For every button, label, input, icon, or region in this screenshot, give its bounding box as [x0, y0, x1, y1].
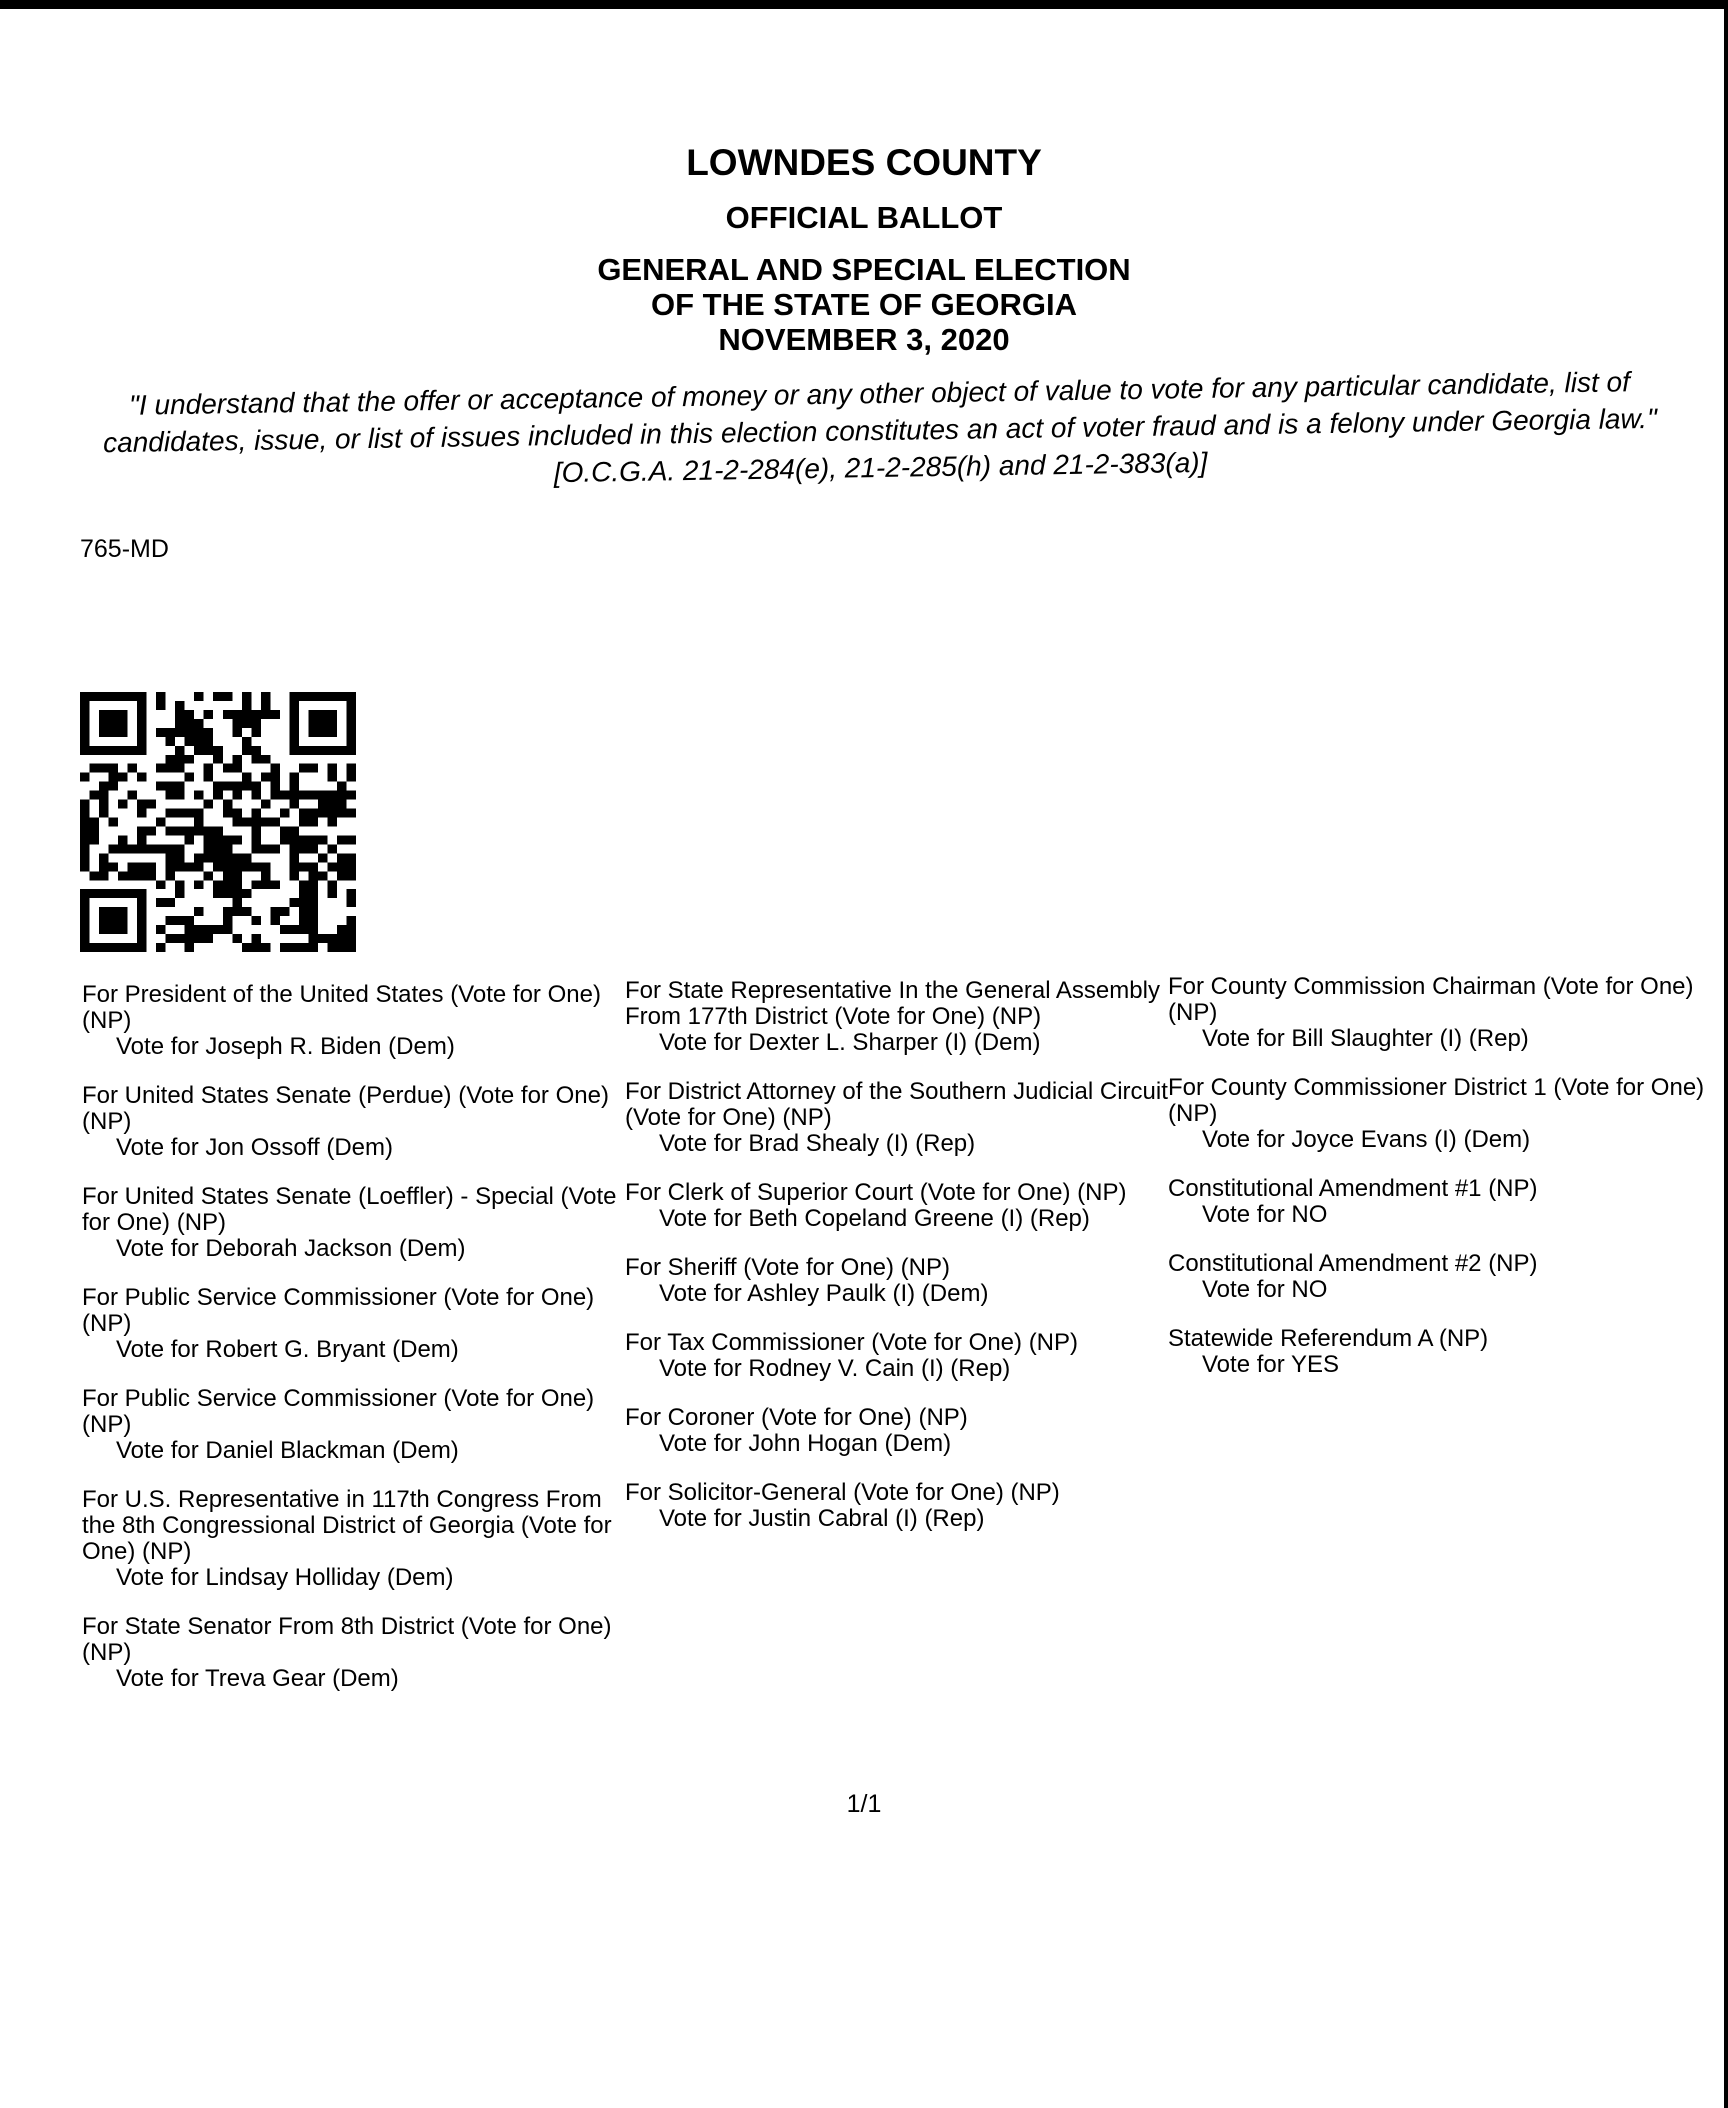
contest-title: For U.S. Representative in 117th Congress From the 8th Congressional District of Georgia (Vote for One) (NP) [82, 1486, 612, 1565]
contest-title: For Tax Commissioner (Vote for One) (NP) [625, 1329, 1079, 1356]
contest-column-1 [82, 982, 627, 1715]
contest-title: Constitutional Amendment #2 (NP) [1168, 1250, 1538, 1277]
contest-block [625, 1405, 1170, 1457]
contest-column-3 [1168, 974, 1713, 1401]
contest-block [82, 1285, 627, 1363]
qr-code [80, 692, 356, 952]
election-date: NOVEMBER 3, 2020 [718, 322, 1010, 357]
vote-selection: Vote for Bill Slaughter (I) (Rep) [1202, 1025, 1529, 1052]
contest-block [1168, 1251, 1713, 1303]
election-title-line2: OF THE STATE OF GEORGIA [651, 287, 1077, 322]
vote-selection: Vote for Justin Cabral (I) (Rep) [659, 1505, 985, 1532]
contest-block [625, 1079, 1170, 1157]
vote-selection: Vote for John Hogan (Dem) [659, 1430, 952, 1457]
contest-block [1168, 1176, 1713, 1228]
contest-title: For County Commissioner District 1 (Vote for One) (NP) [1168, 1074, 1705, 1127]
vote-selection: Vote for NO [1202, 1276, 1328, 1303]
contest-block [82, 1487, 627, 1591]
contest-title: For Public Service Commissioner (Vote for One) (NP) [82, 1385, 595, 1438]
top-scan-border [0, 0, 1728, 9]
contest-block [625, 1180, 1170, 1232]
vote-selection: Vote for Joseph R. Biden (Dem) [116, 1033, 455, 1060]
contest-title: Constitutional Amendment #1 (NP) [1168, 1175, 1538, 1202]
contest-block [82, 1614, 627, 1692]
contest-title: For Sheriff (Vote for One) (NP) [625, 1254, 950, 1281]
contest-block [1168, 1326, 1713, 1378]
vote-selection: Vote for Lindsay Holliday (Dem) [116, 1564, 454, 1591]
vote-selection: Vote for Brad Shealy (I) (Rep) [659, 1130, 976, 1157]
contest-title: Statewide Referendum A (NP) [1168, 1325, 1489, 1352]
vote-selection: Vote for Ashley Paulk (I) (Dem) [659, 1280, 989, 1307]
contest-title: For District Attorney of the Southern Judicial Circuit (Vote for One) (NP) [625, 1078, 1168, 1131]
contest-title: For United States Senate (Perdue) (Vote for One) (NP) [82, 1082, 609, 1135]
contest-title: For President of the United States (Vote for One) (NP) [82, 981, 601, 1034]
contest-block [625, 1255, 1170, 1307]
election-title-line1: GENERAL AND SPECIAL ELECTION [597, 252, 1131, 287]
contest-title: For State Senator From 8th District (Vote for One) (NP) [82, 1613, 612, 1666]
county-title: LOWNDES COUNTY [686, 142, 1042, 183]
contest-block [82, 1184, 627, 1262]
vote-selection: Vote for NO [1202, 1201, 1328, 1228]
contest-title: For Solicitor-General (Vote for One) (NP) [625, 1479, 1060, 1506]
election-title [0, 252, 1728, 357]
vote-selection: Vote for Dexter L. Sharper (I) (Dem) [659, 1029, 1041, 1056]
contest-column-2 [625, 978, 1170, 1555]
vote-selection: Vote for YES [1202, 1351, 1339, 1378]
ballot-header [0, 140, 1728, 357]
contest-block [625, 1480, 1170, 1532]
contest-title: For United States Senate (Loeffler) - Special (Vote for One) (NP) [82, 1183, 617, 1236]
vote-selection: Vote for Jon Ossoff (Dem) [116, 1134, 393, 1161]
qr-modules [80, 692, 356, 952]
contest-block [625, 1330, 1170, 1382]
ballot-type: OFFICIAL BALLOT [725, 200, 1003, 235]
contest-title: For Public Service Commissioner (Vote for One) (NP) [82, 1284, 595, 1337]
vote-selection: Vote for Robert G. Bryant (Dem) [116, 1336, 459, 1363]
contest-block [82, 1083, 627, 1161]
contest-title: For Coroner (Vote for One) (NP) [625, 1404, 968, 1431]
vote-selection: Vote for Daniel Blackman (Dem) [116, 1437, 459, 1464]
page-number: 1/1 [846, 1790, 882, 1818]
vote-selection: Vote for Rodney V. Cain (I) (Rep) [659, 1355, 1011, 1382]
contest-title: For County Commission Chairman (Vote for One) (NP) [1168, 973, 1694, 1026]
contest-title: For State Representative In the General Assembly From 177th District (Vote for One) (NP) [625, 977, 1160, 1030]
vote-selection: Vote for Deborah Jackson (Dem) [116, 1235, 466, 1262]
contest-block [82, 1386, 627, 1464]
contest-block [1168, 1075, 1713, 1153]
contest-block [1168, 974, 1713, 1052]
contest-title: For Clerk of Superior Court (Vote for One) (NP) [625, 1179, 1127, 1206]
voter-oath: "I understand that the offer or acceptance of money or any other object of value to vote for any particular candidate, list of candidates, issue, or list of issues included in this election constitutes an act of voter fraud and is a felony under Georgia law." [O.C.G.A. 21-2-284(e), 21-2-285(h) and 21-2-383(a)] [102, 366, 1658, 489]
contest-block [82, 982, 627, 1060]
contest-block [625, 978, 1170, 1056]
vote-selection: Vote for Treva Gear (Dem) [116, 1665, 399, 1692]
ballot-code: 765-MD [80, 535, 169, 563]
vote-selection: Vote for Joyce Evans (I) (Dem) [1202, 1126, 1531, 1153]
vote-selection: Vote for Beth Copeland Greene (I) (Rep) [659, 1205, 1090, 1232]
